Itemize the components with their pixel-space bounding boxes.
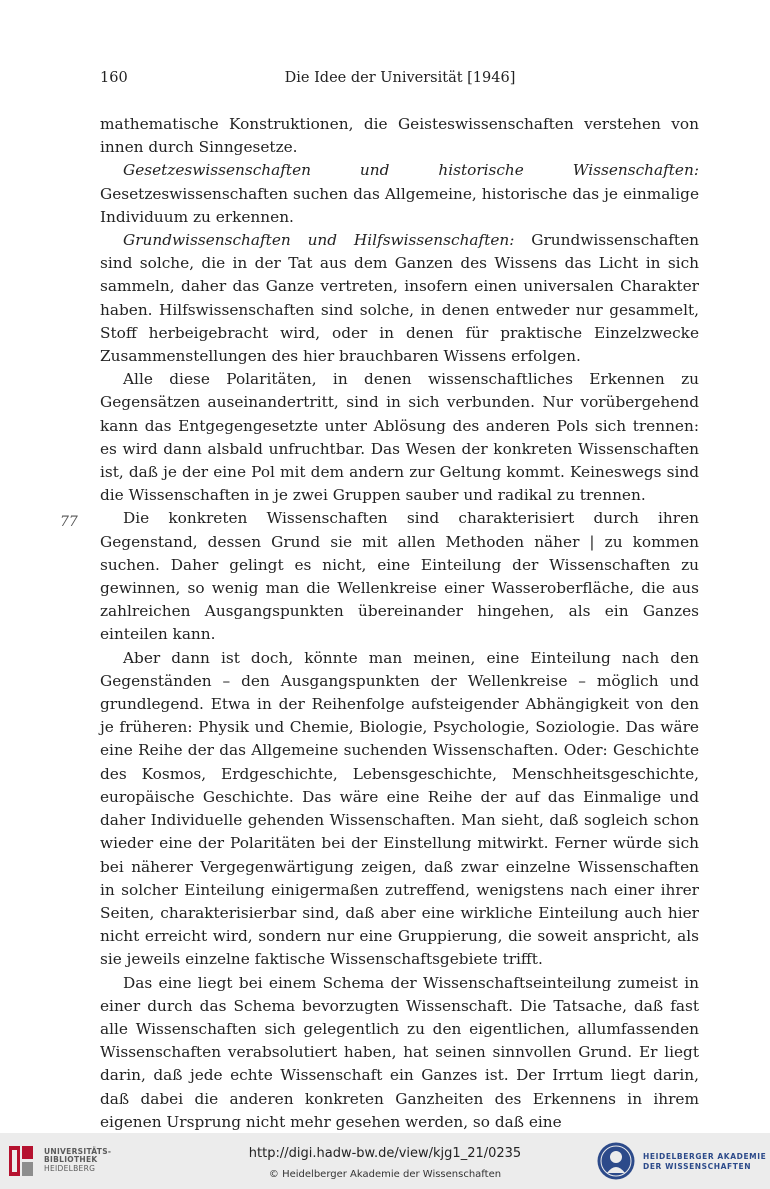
paragraph (100, 113, 699, 159)
paragraph (100, 972, 699, 1134)
library-name-line: UNIVERSITÄTS- (44, 1147, 112, 1156)
paragraph (100, 507, 699, 646)
footer-bar (0, 1133, 770, 1189)
academy-name-line: HEIDELBERGER AKADEMIE (643, 1152, 767, 1161)
academy-seal-icon (596, 1141, 636, 1181)
paragraph-lead-italic: Gesetzeswissenschaften und historische Wissenschaften: (123, 161, 699, 180)
paragraph-text: mathematische Konstruktionen, die Geisteswissenschaften verstehen von innen durch Sinngesetze. (100, 115, 699, 157)
paragraph (100, 368, 699, 507)
page-header (100, 70, 700, 92)
academy-name-line: DER WISSENSCHAFTEN (643, 1162, 752, 1171)
paragraph-text: Alle diese Polaritäten, in denen wissenschaftliches Erkennen zu Gegensätzen auseinandertritt, sind in sich verbunden. Nur vorübergehend kann das Entgegengesetzte unter Ablösung des anderen Pols sich trennen: es wird dann alsbald unfruchtbar. Das Wesen der konkreten Wissenschaften ist, daß je der eine Pol mit dem andern zur Geltung kommt. Keineswegs sind die Wissenschaften in je zwei Gruppen sauber und radikal zu trennen. (100, 370, 699, 505)
paragraph-text: Grundwissenschaften sind solche, die in der Tat aus dem Ganzen des Wissens das Licht in sich sammeln, daher das Ganze vertreten, insofern einen universalen Charakter haben. Hilfswissenschaften sind solche, in denen entweder nur gesammelt, Stoff herbeigebracht wird, oder in denen für praktische Einzelzwecke Zusammenstellungen des hier brauchbaren Wissens erfolgen. (100, 231, 699, 366)
library-name-line: BIBLIOTHEK (44, 1155, 98, 1165)
page-number: 160 (100, 70, 128, 86)
library-name-line: HEIDELBERG (44, 1163, 96, 1173)
margin-page-reference: 77 (60, 514, 78, 530)
paragraph-lead-italic: Grundwissenschaften und Hilfswissenschaften: (123, 231, 515, 250)
paragraph-text: Aber dann ist doch, könnte man meinen, eine Einteilung nach den Gegenständen – den Ausgangspunkten der Wellenkreise – möglich und grundlegend. Etwa in der Reihenfolge aufsteigender Abhängigkeit von den je früheren: Physik und Chemie, Biologie, Psychologie, Soziologie. Das wäre eine Reihe der das Allgemeine suchenden Wissenschaften. Oder: Geschichte des Kosmos, Erdgeschichte, Lebensgeschichte, Menschheitsgeschichte, europäische Geschichte. Das wäre eine Reihe der auf das Einmalige und daher Individuelle gehenden Wissenschaften. Man sieht, daß sogleich schon wieder eine der Polaritäten bei der Einstellung mitwirkt. Ferner würde sich bei näherer Vergegenwärtigung zeigen, daß zwar einzelne Wissenschaften in solcher Einteilung einigermaßen zutreffend, wenigstens nach einer ihrer Seiten, charakterisierbar sind, daß aber eine wirkliche Einteilung auch hier nicht erreicht wird, sondern nur eine Gruppierung, die soweit anspricht, als sie jeweils einzelne faktische Wissenschaftsgebiete trifft. (100, 648, 699, 969)
body-text (100, 113, 699, 1134)
academy-name (643, 1152, 766, 1172)
running-title: Die Idee der Universität [1946] (284, 70, 516, 86)
paragraph-text: Das eine liegt bei einem Schema der Wissenschaftseinteilung zumeist in einer durch das Schema bevorzugten Wissenschaft. Die Tatsache, daß fast alle Wissenschaften sich gelegentlich zu den eigentlichen, allumfassenden Wissenschaften verabsolutiert haben, hat seinen sinnvollen Grund. Er liegt darin, daß jede echte Wissenschaft ein Ganzes ist. Der Irrtum liegt darin, daß dabei die anderen konkreten Ganzheiten des Erkennens in ihrem eigenen Ursprung nicht mehr gesehen werden, so daß eine (100, 973, 699, 1131)
paragraph (100, 159, 699, 229)
copyright-notice: © Heidelberger Akademie der Wissenschaften (268, 1169, 502, 1180)
permalink-url[interactable]: http://digi.hadw-bw.de/view/kjg1_21/0235 (248, 1146, 522, 1161)
paragraph (100, 647, 699, 972)
paragraph-text: Die konkreten Wissenschaften sind charakterisiert durch ihren Gegenstand, dessen Grund sie mit allen Methoden näher | zu kommen suchen. Daher gelingt es nicht, eine Einteilung der Wissenschaften zu gewinnen, so wenig man die Wellenkreise einer Wasseroberfläche, die aus zahlreichen Ausgangspunkten übereinander hingehen, als ein Ganzes einteilen kann. (100, 509, 699, 644)
paragraph (100, 229, 699, 368)
paragraph-text: Gesetzeswissenschaften suchen das Allgemeine, historische das je einmalige Individuum zu erkennen. (100, 184, 699, 226)
